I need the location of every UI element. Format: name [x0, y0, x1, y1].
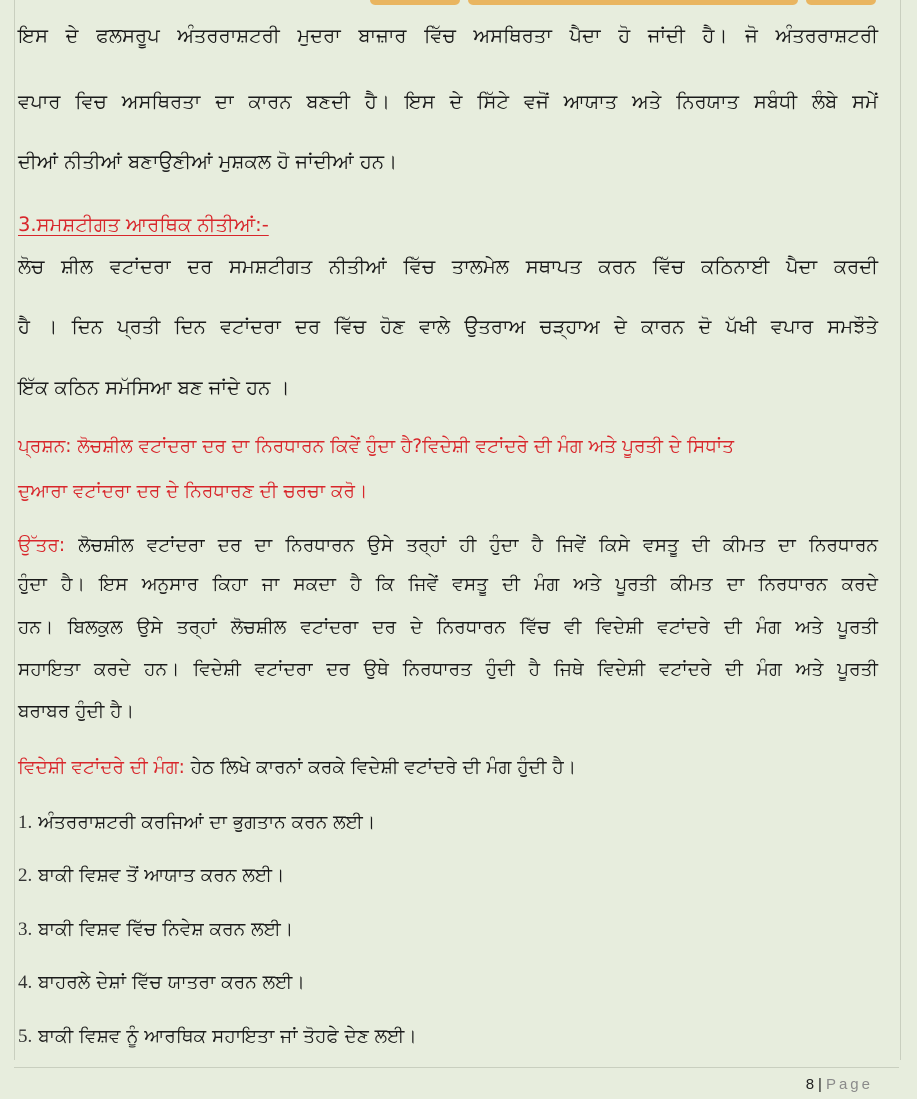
list-text: ਬਾਹਰਲੇ ਦੇਸ਼ਾਂ ਵਿੱਚ ਯਾਤਰਾ ਕਰਨ ਲਈ। — [38, 972, 305, 993]
paragraph1-line: ਦੀਆਂ ਨੀਤੀਆਂ ਬਣਾਉਣੀਆਂ ਮੁਸ਼ਕਲ ਹੋ ਜਾਂਦੀਆਂ ਹਨ। — [18, 150, 398, 173]
answer-line: ਬਰਾਬਰ ਹੁੰਦੀ ਹੈ। — [18, 701, 135, 722]
page-footer — [806, 1076, 873, 1093]
list-text: ਬਾਕੀ ਵਿਸ਼ਵ ਵਿੱਚ ਨਿਵੇਸ਼ ਕਰਨ ਲਈ। — [38, 919, 294, 940]
question-line: ਪ੍ਰਸ਼ਨ: ਲੋਚਸ਼ੀਲ ਵਟਾਂਦਰਾ ਦਰ ਦਾ ਨਿਰਧਾਰਨ ਕਿਵੇਂ ਹੁੰਦਾ ਹੈ?ਵਿਦੇਸ਼ੀ ਵਟਾਂਦਰੇ ਦੀ ਮੰਗ ਅਤੇ ਪੂਰਤੀ ਦੇ ਸਿਧਾਂਤ — [18, 436, 734, 457]
paragraph2-line: ਇੱਕ ਕਠਿਨ ਸਮੱਸਿਆ ਬਣ ਜਾਂਦੇ ਹਨ । — [18, 376, 290, 399]
list-item — [18, 812, 375, 834]
list-number: 2. — [18, 865, 33, 886]
paragraph1-line: ਇਸ ਦੇ ਫਲਸਰੂਪ ਅੰਤਰਰਾਸ਼ਟਰੀ ਮੁਦਰਾ ਬਾਜ਼ਾਰ ਵਿੱਚ ਅਸਥਿਰਤਾ ਪੈਦਾ ਹੋ ਜਾਂਦੀ ਹੈ। ਜੋ ਅੰਤਰਰਾਸ਼ਟਰੀ — [18, 24, 878, 47]
list-item — [18, 865, 284, 887]
answer-line: ਸਹਾਇਤਾ ਕਰਦੇ ਹਨ। ਵਿਦੇਸ਼ੀ ਵਟਾਂਦਰਾ ਦਰ ਉਥੇ ਨਿਰਧਾਰਤ ਹੁੰਦੀ ਹੈ ਜਿਥੇ ਵਿਦੇਸ਼ੀ ਵਟਾਂਦਰੇ ਦੀ ਮੰਗ ਅਤੇ ਪੂਰਤੀ — [18, 659, 878, 680]
section-heading: 3.ਸਮਸ਼ਟੀਗਤ ਆਰਥਿਕ ਨੀਤੀਆਂ:- — [18, 213, 269, 236]
list-number: 3. — [18, 919, 33, 940]
demand-label: ਵਿਦੇਸ਼ੀ ਵਟਾਂਦਰੇ ਦੀ ਮੰਗ: — [18, 757, 185, 778]
paragraph2-line: ਹੈ । ਦਿਨ ਪ੍ਰਤੀ ਦਿਨ ਵਟਾਂਦਰਾ ਦਰ ਵਿੱਚ ਹੋਣ ਵਾਲੇ ਉਤਰਾਅ ਚੜ੍ਹਾਅ ਦੇ ਕਾਰਨ ਦੋ ਪੱਖੀ ਵਪਾਰ ਸਮਝੌਤੇ — [18, 315, 878, 338]
answer-text: ਲੋਚਸ਼ੀਲ ਵਟਾਂਦਰਾ ਦਰ ਦਾ ਨਿਰਧਾਰਨ ਉਸੇ ਤਰ੍ਹਾਂ ਹੀ ਹੁੰਦਾ ਹੈ ਜਿਵੇਂ ਕਿਸੇ ਵਸਤੂ ਦੀ ਕੀਮਤ ਦਾ ਨਿਰਧਾਰਨ — [78, 535, 878, 556]
paragraph2-line: ਲੋਚ ਸ਼ੀਲ ਵਟਾਂਦਰਾ ਦਰ ਸਮਸ਼ਟੀਗਤ ਨੀਤੀਆਂ ਵਿੱਚ ਤਾਲਮੇਲ ਸਥਾਪਤ ਕਰਨ ਵਿੱਚ ਕਠਿਨਾਈ ਪੈਦਾ ਕਰਦੀ — [18, 255, 878, 278]
list-item — [18, 919, 293, 941]
answer-line: ਹਨ। ਬਿਲਕੁਲ ਉਸੇ ਤਰ੍ਹਾਂ ਲੋਚਸ਼ੀਲ ਵਟਾਂਦਰਾ ਦਰ ਦੇ ਨਿਰਧਾਰਨ ਵਿੱਚ ਵੀ ਵਿਦੇਸ਼ੀ ਵਟਾਂਦਰੇ ਦੀ ਮੰਗ ਅਤੇ ਪੂਰਤੀ — [18, 617, 878, 638]
footer-separator: | — [818, 1076, 822, 1093]
answer-label: ਉੱਤਰ: — [18, 535, 66, 556]
page-label: Page — [825, 1076, 873, 1093]
footer-divider — [14, 1067, 899, 1068]
page-number: 8 — [805, 1076, 815, 1093]
list-number: 5. — [18, 1026, 33, 1047]
answer-line — [18, 535, 878, 556]
list-number: 1. — [18, 812, 33, 833]
list-text: ਬਾਕੀ ਵਿਸ਼ਵ ਤੋਂ ਆਯਾਤ ਕਰਨ ਲਈ। — [38, 865, 285, 886]
demand-text: ਹੇਠ ਲਿਖੇ ਕਾਰਨਾਂ ਕਰਕੇ ਵਿਦੇਸ਼ੀ ਵਟਾਂਦਰੇ ਦੀ ਮੰਗ ਹੁੰਦੀ ਹੈ। — [190, 757, 577, 778]
list-text: ਅੰਤਰਰਾਸ਼ਟਰੀ ਕਰਜਿਆਂ ਦਾ ਭੁਗਤਾਨ ਕਰਨ ਲਈ। — [38, 812, 376, 833]
paragraph1-line: ਵਪਾਰ ਵਿਚ ਅਸਥਿਰਤਾ ਦਾ ਕਾਰਨ ਬਣਦੀ ਹੈ। ਇਸ ਦੇ ਸਿੱਟੇ ਵਜੋਂ ਆਯਾਤ ਅਤੇ ਨਿਰਯਾਤ ਸਬੰਧੀ ਲੰਬੇ ਸਮੇਂ — [18, 90, 878, 113]
list-item — [18, 1026, 417, 1048]
list-item — [18, 972, 305, 994]
question-line: ਦੁਆਰਾ ਵਟਾਂਦਰਾ ਦਰ ਦੇ ਨਿਰਧਾਰਣ ਦੀ ਚਰਚਾ ਕਰੋ। — [18, 481, 368, 502]
list-number: 4. — [18, 972, 33, 993]
list-text: ਬਾਕੀ ਵਿਸ਼ਵ ਨੂੰ ਆਰਥਿਕ ਸਹਾਇਤਾ ਜਾਂ ਤੋਹਫੇ ਦੇਣ ਲਈ। — [38, 1026, 417, 1047]
demand-line — [18, 757, 576, 778]
answer-line: ਹੁੰਦਾ ਹੈ। ਇਸ ਅਨੁਸਾਰ ਕਿਹਾ ਜਾ ਸਕਦਾ ਹੈ ਕਿ ਜਿਵੇਂ ਵਸਤੂ ਦੀ ਮੰਗ ਅਤੇ ਪੂਰਤੀ ਕੀਮਤ ਦਾ ਨਿਰਧਾਰਨ ਕਰਦੇ — [18, 574, 878, 595]
